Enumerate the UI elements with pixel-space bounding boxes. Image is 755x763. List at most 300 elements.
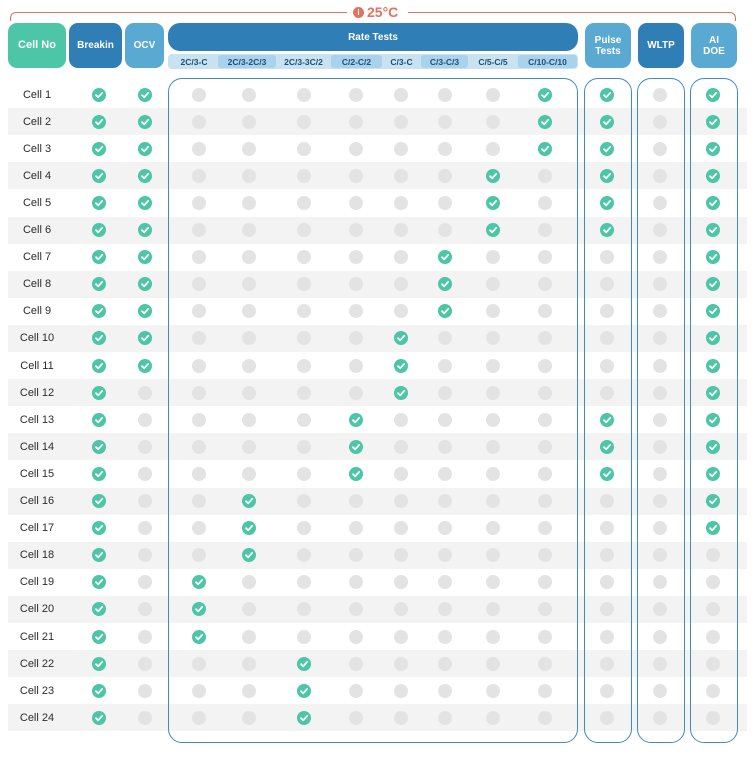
empty-dot xyxy=(653,467,667,481)
empty-dot xyxy=(349,575,363,589)
empty-dot xyxy=(138,657,152,671)
empty-dot xyxy=(706,630,720,644)
empty-dot xyxy=(192,413,206,427)
empty-dot xyxy=(486,413,500,427)
empty-dot xyxy=(242,88,256,102)
checkmark-icon xyxy=(92,331,106,345)
empty-dot xyxy=(297,115,311,129)
checkmark-icon xyxy=(242,521,256,535)
empty-dot xyxy=(242,684,256,698)
empty-dot xyxy=(653,169,667,183)
empty-dot xyxy=(192,548,206,562)
empty-dot xyxy=(653,657,667,671)
empty-dot xyxy=(394,548,408,562)
row-stripe xyxy=(8,704,747,731)
empty-dot xyxy=(486,142,500,156)
empty-dot xyxy=(242,630,256,644)
empty-dot xyxy=(438,711,452,725)
checkmark-icon xyxy=(297,711,311,725)
empty-dot xyxy=(486,711,500,725)
header-wltp: WLTP xyxy=(638,23,684,68)
empty-dot xyxy=(600,602,614,616)
empty-dot xyxy=(242,115,256,129)
cell-label: Cell 14 xyxy=(19,440,55,453)
empty-dot xyxy=(438,115,452,129)
empty-dot xyxy=(538,331,552,345)
empty-dot xyxy=(349,602,363,616)
empty-dot xyxy=(297,142,311,156)
empty-dot xyxy=(242,196,256,210)
rate-subheader: 2C/3-C xyxy=(180,56,208,67)
empty-dot xyxy=(706,711,720,725)
empty-dot xyxy=(653,88,667,102)
empty-dot xyxy=(394,250,408,264)
checkmark-icon xyxy=(600,467,614,481)
empty-dot xyxy=(394,277,408,291)
empty-dot xyxy=(538,169,552,183)
empty-dot xyxy=(653,630,667,644)
empty-dot xyxy=(706,575,720,589)
checkmark-icon xyxy=(486,169,500,183)
cell-label: Cell 23 xyxy=(19,684,55,697)
empty-dot xyxy=(600,657,614,671)
empty-dot xyxy=(600,359,614,373)
empty-dot xyxy=(192,196,206,210)
row-stripe xyxy=(8,162,747,189)
checkmark-icon xyxy=(600,440,614,454)
checkmark-icon xyxy=(92,467,106,481)
checkmark-icon xyxy=(297,684,311,698)
cell-label: Cell 24 xyxy=(19,711,55,724)
empty-dot xyxy=(242,711,256,725)
empty-dot xyxy=(438,440,452,454)
empty-dot xyxy=(192,142,206,156)
checkmark-icon xyxy=(600,142,614,156)
cell-label: Cell 2 xyxy=(22,115,52,128)
empty-dot xyxy=(486,277,500,291)
cell-label: Cell 10 xyxy=(19,332,55,345)
empty-dot xyxy=(438,196,452,210)
empty-dot xyxy=(394,602,408,616)
cell-label: Cell 3 xyxy=(22,142,52,155)
header-pulse-tests: Pulse Tests xyxy=(585,23,631,68)
empty-dot xyxy=(192,88,206,102)
empty-dot xyxy=(349,169,363,183)
checkmark-icon xyxy=(394,359,408,373)
empty-dot xyxy=(600,521,614,535)
checkmark-icon xyxy=(438,277,452,291)
cell-label: Cell 5 xyxy=(22,196,52,209)
empty-dot xyxy=(438,521,452,535)
checkmark-icon xyxy=(92,548,106,562)
checkmark-icon xyxy=(349,413,363,427)
empty-dot xyxy=(394,223,408,237)
empty-dot xyxy=(438,413,452,427)
checkmark-icon xyxy=(92,88,106,102)
cell-label: Cell 15 xyxy=(19,467,55,480)
empty-dot xyxy=(349,196,363,210)
checkmark-icon xyxy=(138,88,152,102)
checkmark-icon xyxy=(92,142,106,156)
empty-dot xyxy=(394,494,408,508)
checkmark-icon xyxy=(600,169,614,183)
cell-label: Cell 9 xyxy=(22,305,52,318)
checkmark-icon xyxy=(92,494,106,508)
empty-dot xyxy=(538,413,552,427)
empty-dot xyxy=(394,711,408,725)
empty-dot xyxy=(438,494,452,508)
empty-dot xyxy=(138,630,152,644)
empty-dot xyxy=(138,548,152,562)
empty-dot xyxy=(138,467,152,481)
empty-dot xyxy=(486,88,500,102)
empty-dot xyxy=(297,521,311,535)
empty-dot xyxy=(653,142,667,156)
empty-dot xyxy=(538,467,552,481)
info-icon: i xyxy=(353,7,364,18)
empty-dot xyxy=(297,467,311,481)
temperature-bracket-left xyxy=(10,12,347,21)
empty-dot xyxy=(600,494,614,508)
empty-dot xyxy=(349,142,363,156)
empty-dot xyxy=(297,494,311,508)
empty-dot xyxy=(438,359,452,373)
checkmark-icon xyxy=(706,359,720,373)
empty-dot xyxy=(600,548,614,562)
empty-dot xyxy=(297,250,311,264)
empty-dot xyxy=(600,386,614,400)
checkmark-icon xyxy=(92,521,106,535)
empty-dot xyxy=(242,359,256,373)
checkmark-icon xyxy=(92,413,106,427)
empty-dot xyxy=(297,88,311,102)
empty-dot xyxy=(438,223,452,237)
checkmark-icon xyxy=(486,196,500,210)
checkmark-icon xyxy=(92,575,106,589)
empty-dot xyxy=(486,304,500,318)
empty-dot xyxy=(297,331,311,345)
empty-dot xyxy=(192,304,206,318)
row-stripe xyxy=(8,379,747,406)
checkmark-icon xyxy=(600,413,614,427)
checkmark-icon xyxy=(297,657,311,671)
empty-dot xyxy=(297,223,311,237)
checkmark-icon xyxy=(92,359,106,373)
checkmark-icon xyxy=(92,684,106,698)
empty-dot xyxy=(394,196,408,210)
checkmark-icon xyxy=(242,494,256,508)
empty-dot xyxy=(242,331,256,345)
empty-dot xyxy=(242,250,256,264)
empty-dot xyxy=(242,413,256,427)
empty-dot xyxy=(192,223,206,237)
checkmark-icon xyxy=(138,142,152,156)
empty-dot xyxy=(242,277,256,291)
row-stripe xyxy=(8,650,747,677)
empty-dot xyxy=(438,630,452,644)
empty-dot xyxy=(192,711,206,725)
checkmark-icon xyxy=(706,494,720,508)
empty-dot xyxy=(242,386,256,400)
checkmark-icon xyxy=(706,223,720,237)
header-cell-no: Cell No xyxy=(8,23,66,68)
rate-subheader: C/10-C/10 xyxy=(518,55,577,68)
cell-label: Cell 20 xyxy=(19,603,55,616)
empty-dot xyxy=(600,630,614,644)
cell-label: Cell 17 xyxy=(19,522,55,535)
empty-dot xyxy=(349,331,363,345)
header-ocv: OCV xyxy=(125,23,164,68)
empty-dot xyxy=(242,657,256,671)
empty-dot xyxy=(242,142,256,156)
empty-dot xyxy=(438,169,452,183)
empty-dot xyxy=(486,494,500,508)
empty-dot xyxy=(486,331,500,345)
checkmark-icon xyxy=(138,169,152,183)
checkmark-icon xyxy=(92,711,106,725)
empty-dot xyxy=(349,386,363,400)
empty-dot xyxy=(486,684,500,698)
header-breakin: Breakin xyxy=(69,23,122,68)
empty-dot xyxy=(653,277,667,291)
checkmark-icon xyxy=(138,277,152,291)
checkmark-icon xyxy=(138,331,152,345)
checkmark-icon xyxy=(92,440,106,454)
checkmark-icon xyxy=(138,359,152,373)
checkmark-icon xyxy=(706,467,720,481)
checkmark-icon xyxy=(138,196,152,210)
empty-dot xyxy=(653,711,667,725)
temperature-label xyxy=(353,3,398,21)
checkmark-icon xyxy=(706,331,720,345)
row-stripe xyxy=(8,596,747,623)
temperature-value: 25°C xyxy=(367,4,399,20)
empty-dot xyxy=(349,657,363,671)
empty-dot xyxy=(349,630,363,644)
empty-dot xyxy=(394,521,408,535)
empty-dot xyxy=(538,548,552,562)
empty-dot xyxy=(242,602,256,616)
row-stripe xyxy=(8,542,747,569)
checkmark-icon xyxy=(92,602,106,616)
cell-label: Cell 16 xyxy=(19,495,55,507)
empty-dot xyxy=(138,602,152,616)
empty-dot xyxy=(349,250,363,264)
header-ai-doe: AI DOE xyxy=(691,23,737,68)
empty-dot xyxy=(192,494,206,508)
empty-dot xyxy=(653,250,667,264)
empty-dot xyxy=(297,548,311,562)
empty-dot xyxy=(653,331,667,345)
empty-dot xyxy=(600,277,614,291)
empty-dot xyxy=(297,602,311,616)
row-stripe xyxy=(8,325,747,352)
cell-label: Cell 21 xyxy=(19,630,55,643)
checkmark-icon xyxy=(192,575,206,589)
empty-dot xyxy=(438,602,452,616)
empty-dot xyxy=(486,630,500,644)
cell-label: Cell 13 xyxy=(19,413,55,426)
empty-dot xyxy=(438,142,452,156)
empty-dot xyxy=(438,467,452,481)
checkmark-icon xyxy=(394,331,408,345)
checkmark-icon xyxy=(438,250,452,264)
empty-dot xyxy=(486,467,500,481)
cell-label: Cell 11 xyxy=(20,359,54,372)
empty-dot xyxy=(192,331,206,345)
empty-dot xyxy=(192,169,206,183)
empty-dot xyxy=(538,359,552,373)
row-stripe xyxy=(8,271,747,298)
checkmark-icon xyxy=(92,223,106,237)
empty-dot xyxy=(242,467,256,481)
empty-dot xyxy=(297,440,311,454)
empty-dot xyxy=(394,169,408,183)
empty-dot xyxy=(297,196,311,210)
empty-dot xyxy=(538,657,552,671)
checkmark-icon xyxy=(349,467,363,481)
empty-dot xyxy=(486,657,500,671)
checkmark-icon xyxy=(706,115,720,129)
empty-dot xyxy=(538,304,552,318)
checkmark-icon xyxy=(138,250,152,264)
checkmark-icon xyxy=(538,88,552,102)
empty-dot xyxy=(486,521,500,535)
empty-dot xyxy=(349,711,363,725)
cell-label: Cell 8 xyxy=(22,278,52,291)
cell-label: Cell 22 xyxy=(19,657,55,670)
empty-dot xyxy=(394,630,408,644)
checkmark-icon xyxy=(92,115,106,129)
empty-dot xyxy=(192,657,206,671)
empty-dot xyxy=(349,304,363,318)
rate-subheader: 2C/3-2C/3 xyxy=(218,55,276,68)
checkmark-icon xyxy=(706,277,720,291)
empty-dot xyxy=(538,223,552,237)
checkmark-icon xyxy=(138,304,152,318)
checkmark-icon xyxy=(706,521,720,535)
empty-dot xyxy=(653,115,667,129)
empty-dot xyxy=(538,630,552,644)
empty-dot xyxy=(394,304,408,318)
empty-dot xyxy=(706,684,720,698)
empty-dot xyxy=(653,386,667,400)
checkmark-icon xyxy=(394,386,408,400)
empty-dot xyxy=(600,331,614,345)
empty-dot xyxy=(600,250,614,264)
empty-dot xyxy=(653,359,667,373)
empty-dot xyxy=(438,331,452,345)
empty-dot xyxy=(486,575,500,589)
checkmark-icon xyxy=(349,440,363,454)
empty-dot xyxy=(538,494,552,508)
checkmark-icon xyxy=(706,250,720,264)
empty-dot xyxy=(538,711,552,725)
checkmark-icon xyxy=(706,304,720,318)
cell-label: Cell 4 xyxy=(22,169,52,182)
checkmark-icon xyxy=(138,223,152,237)
empty-dot xyxy=(138,575,152,589)
checkmark-icon xyxy=(92,657,106,671)
empty-dot xyxy=(394,467,408,481)
empty-dot xyxy=(438,575,452,589)
empty-dot xyxy=(538,684,552,698)
checkmark-icon xyxy=(538,142,552,156)
row-stripe xyxy=(8,108,747,135)
empty-dot xyxy=(706,602,720,616)
empty-dot xyxy=(138,711,152,725)
empty-dot xyxy=(600,711,614,725)
checkmark-icon xyxy=(92,169,106,183)
empty-dot xyxy=(138,684,152,698)
checkmark-icon xyxy=(92,386,106,400)
empty-dot xyxy=(394,440,408,454)
empty-dot xyxy=(438,548,452,562)
empty-dot xyxy=(538,602,552,616)
checkmark-icon xyxy=(706,440,720,454)
empty-dot xyxy=(297,304,311,318)
empty-dot xyxy=(192,521,206,535)
empty-dot xyxy=(486,386,500,400)
checkmark-icon xyxy=(600,88,614,102)
empty-dot xyxy=(349,223,363,237)
empty-dot xyxy=(538,521,552,535)
empty-dot xyxy=(653,494,667,508)
empty-dot xyxy=(706,548,720,562)
empty-dot xyxy=(242,440,256,454)
empty-dot xyxy=(349,494,363,508)
empty-dot xyxy=(600,575,614,589)
empty-dot xyxy=(192,359,206,373)
empty-dot xyxy=(600,304,614,318)
header-rate-tests: Rate Tests xyxy=(168,23,578,51)
empty-dot xyxy=(486,115,500,129)
empty-dot xyxy=(394,142,408,156)
empty-dot xyxy=(600,684,614,698)
checkmark-icon xyxy=(706,196,720,210)
empty-dot xyxy=(486,250,500,264)
checkmark-icon xyxy=(192,602,206,616)
empty-dot xyxy=(653,602,667,616)
empty-dot xyxy=(138,494,152,508)
checkmark-icon xyxy=(192,630,206,644)
checkmark-icon xyxy=(600,196,614,210)
empty-dot xyxy=(192,467,206,481)
empty-dot xyxy=(394,115,408,129)
empty-dot xyxy=(192,386,206,400)
empty-dot xyxy=(138,440,152,454)
rate-subheader: C/2-C/2 xyxy=(331,55,382,68)
empty-dot xyxy=(192,115,206,129)
empty-dot xyxy=(297,169,311,183)
checkmark-icon xyxy=(92,250,106,264)
cell-label: Cell 6 xyxy=(22,224,52,236)
empty-dot xyxy=(242,575,256,589)
empty-dot xyxy=(438,386,452,400)
empty-dot xyxy=(242,304,256,318)
rate-subheader: C/5-C/5 xyxy=(478,56,508,67)
empty-dot xyxy=(242,169,256,183)
empty-dot xyxy=(394,575,408,589)
cell-label: Cell 1 xyxy=(22,88,52,101)
checkmark-icon xyxy=(438,304,452,318)
empty-dot xyxy=(349,88,363,102)
empty-dot xyxy=(538,277,552,291)
empty-dot xyxy=(138,413,152,427)
empty-dot xyxy=(297,386,311,400)
empty-dot xyxy=(192,250,206,264)
temperature-bracket-right xyxy=(408,12,736,21)
